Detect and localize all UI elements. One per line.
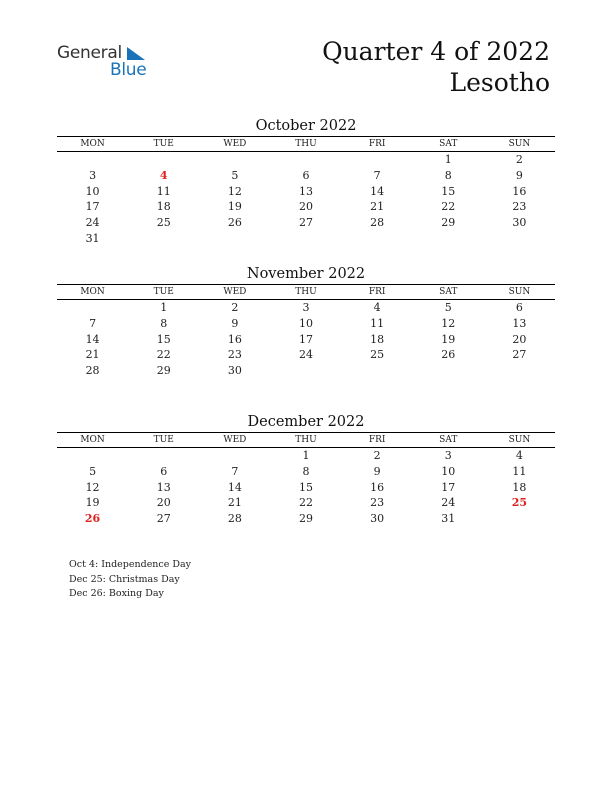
day-cell: 26 — [227, 216, 242, 230]
day-cell: 15 — [156, 332, 171, 346]
day-cell: 28 — [227, 512, 242, 526]
day-cell: 17 — [85, 200, 100, 214]
weekday-thu: THU — [295, 435, 317, 445]
week-row — [57, 347, 555, 363]
day-cell — [57, 300, 128, 316]
day-cell: 12 — [227, 184, 242, 198]
weekday-wed: WED — [223, 435, 247, 445]
day-cell: 3 — [302, 301, 310, 314]
day-cell — [413, 363, 484, 379]
day-cell: 13 — [512, 316, 527, 330]
day-cell: 2 — [515, 153, 523, 166]
week-row — [57, 464, 555, 480]
weekday-fri: FRI — [368, 139, 386, 149]
day-cell — [270, 231, 341, 247]
day-cell — [484, 511, 555, 527]
day-cell: 2 — [373, 449, 381, 462]
day-cell: 6 — [515, 301, 523, 314]
day-cell: 30 — [370, 512, 385, 526]
day-cell: 18 — [370, 332, 385, 346]
holiday-note: Oct 4: Independence Day — [69, 559, 192, 570]
weekday-sat: SAT — [439, 435, 458, 445]
day-cell: 18 — [512, 480, 527, 494]
weekday-thu: THU — [295, 287, 317, 297]
weekday-mon: MON — [80, 139, 105, 149]
week-row — [57, 184, 555, 200]
month-title: November 2022 — [246, 266, 366, 282]
week-row — [57, 300, 555, 316]
day-cell: 23 — [227, 348, 242, 362]
day-cell — [342, 231, 413, 247]
day-cell: 7 — [231, 464, 239, 478]
day-cell: 6 — [160, 464, 168, 478]
day-cell: 9 — [231, 316, 239, 330]
weekday-thu: THU — [295, 139, 317, 149]
week-row — [57, 231, 555, 247]
day-cell: 19 — [85, 496, 100, 510]
day-cell: 25 — [370, 348, 385, 362]
day-cell: 27 — [512, 348, 527, 362]
month-october — [57, 116, 555, 247]
day-cell: 29 — [156, 364, 171, 378]
weekday-fri: FRI — [368, 287, 386, 297]
weekday-mon: MON — [80, 287, 105, 297]
week-row — [57, 480, 555, 496]
day-cell: 16 — [227, 332, 242, 346]
day-cell — [342, 152, 413, 168]
day-cell: 31 — [85, 231, 100, 245]
logo-text-blue: Blue — [110, 60, 147, 80]
weekday-tue: TUE — [153, 139, 174, 149]
day-cell: 4 — [515, 449, 523, 462]
day-cell: 8 — [444, 168, 452, 182]
month-title: October 2022 — [255, 118, 357, 134]
week-row — [57, 363, 555, 379]
week-row — [57, 332, 555, 348]
day-cell: 21 — [370, 200, 385, 214]
day-cell — [484, 363, 555, 379]
day-cell: 9 — [373, 464, 381, 478]
day-cell: 8 — [160, 316, 168, 330]
day-cell — [199, 152, 270, 168]
day-cell: 15 — [298, 480, 313, 494]
holiday-day-cell: 25 — [511, 496, 528, 510]
generalblue-logo — [57, 43, 157, 83]
day-cell: 5 — [231, 168, 239, 182]
day-cell: 30 — [512, 216, 527, 230]
weekday-sat: SAT — [439, 139, 458, 149]
day-cell: 7 — [373, 168, 381, 182]
holiday-note: Dec 26: Boxing Day — [69, 588, 164, 599]
day-cell: 22 — [156, 348, 171, 362]
day-cell: 16 — [370, 480, 385, 494]
weekday-sun: SUN — [508, 435, 531, 445]
day-cell: 26 — [441, 348, 456, 362]
day-cell: 22 — [441, 200, 456, 214]
day-cell: 16 — [512, 184, 527, 198]
day-cell: 11 — [512, 464, 527, 478]
day-cell — [199, 448, 270, 464]
day-cell: 29 — [441, 216, 456, 230]
week-row — [57, 511, 555, 527]
week-row — [57, 215, 555, 231]
weekday-sat: SAT — [439, 287, 458, 297]
day-cell: 1 — [444, 153, 452, 166]
day-cell — [413, 231, 484, 247]
logo-text-general: General — [57, 43, 122, 63]
day-cell — [484, 231, 555, 247]
day-cell — [128, 231, 199, 247]
holiday-day-cell: 26 — [84, 512, 101, 526]
day-cell: 23 — [512, 200, 527, 214]
page-title — [322, 36, 550, 98]
day-cell: 11 — [370, 316, 385, 330]
week-row — [57, 168, 555, 184]
weekday-tue: TUE — [153, 287, 174, 297]
day-cell: 25 — [156, 216, 171, 230]
day-cell: 18 — [156, 200, 171, 214]
day-cell: 20 — [512, 332, 527, 346]
day-cell: 31 — [441, 512, 456, 526]
day-cell: 12 — [441, 316, 456, 330]
weekday-tue: TUE — [153, 435, 174, 445]
day-cell — [57, 448, 128, 464]
holiday-note: Dec 25: Christmas Day — [69, 573, 180, 585]
title-country: Lesotho — [449, 68, 550, 97]
weekday-header — [57, 432, 555, 448]
day-cell: 5 — [444, 301, 452, 314]
day-cell — [342, 363, 413, 379]
day-cell: 19 — [227, 200, 242, 214]
day-cell: 24 — [441, 496, 456, 510]
title-quarter: Quarter 4 of 2022 — [322, 37, 550, 66]
day-cell: 27 — [298, 216, 313, 230]
week-row — [57, 152, 555, 168]
day-cell: 28 — [85, 364, 100, 378]
day-cell — [199, 231, 270, 247]
day-cell: 13 — [156, 480, 171, 494]
day-cell: 3 — [89, 168, 97, 182]
day-cell — [57, 152, 128, 168]
day-cell: 7 — [89, 316, 97, 330]
weekday-sun: SUN — [508, 287, 531, 297]
week-row — [57, 495, 555, 511]
day-cell: 12 — [85, 480, 100, 494]
weekday-wed: WED — [223, 139, 247, 149]
day-cell — [128, 152, 199, 168]
month-november — [57, 264, 555, 379]
day-cell: 19 — [441, 332, 456, 346]
day-cell: 30 — [227, 364, 242, 378]
day-cell: 1 — [160, 301, 168, 314]
month-title: December 2022 — [247, 414, 365, 430]
weekday-wed: WED — [223, 287, 247, 297]
day-cell: 11 — [156, 184, 171, 198]
day-cell: 23 — [370, 496, 385, 510]
day-cell: 3 — [444, 449, 452, 462]
week-row — [57, 316, 555, 332]
holiday-day-cell: 4 — [159, 168, 168, 182]
day-cell: 1 — [302, 449, 310, 462]
day-cell: 5 — [89, 464, 97, 478]
day-cell: 13 — [298, 184, 313, 198]
day-cell: 4 — [373, 301, 381, 314]
day-cell: 24 — [85, 216, 100, 230]
day-cell: 29 — [298, 512, 313, 526]
day-cell: 10 — [298, 316, 313, 330]
day-cell: 15 — [441, 184, 456, 198]
day-cell: 20 — [156, 496, 171, 510]
day-cell: 9 — [515, 168, 523, 182]
day-cell: 24 — [298, 348, 313, 362]
week-row — [57, 448, 555, 464]
day-cell: 17 — [298, 332, 313, 346]
day-cell: 14 — [85, 332, 100, 346]
day-cell: 8 — [302, 464, 310, 478]
day-cell: 14 — [370, 184, 385, 198]
weekday-header — [57, 136, 555, 152]
day-cell: 22 — [298, 496, 313, 510]
day-cell: 10 — [85, 184, 100, 198]
day-cell: 21 — [227, 496, 242, 510]
logo-flag-icon — [125, 47, 145, 60]
weekday-mon: MON — [80, 435, 105, 445]
weekday-fri: FRI — [368, 435, 386, 445]
day-cell — [270, 152, 341, 168]
day-cell: 20 — [298, 200, 313, 214]
day-cell: 17 — [441, 480, 456, 494]
holiday-notes — [69, 558, 191, 602]
weekday-header — [57, 284, 555, 300]
day-cell: 21 — [85, 348, 100, 362]
day-cell: 14 — [227, 480, 242, 494]
week-row — [57, 199, 555, 215]
day-cell — [270, 363, 341, 379]
day-cell: 6 — [302, 168, 310, 182]
day-cell: 10 — [441, 464, 456, 478]
day-cell: 27 — [156, 512, 171, 526]
day-cell: 28 — [370, 216, 385, 230]
day-cell — [128, 448, 199, 464]
month-december — [57, 412, 555, 527]
day-cell: 2 — [231, 301, 239, 314]
weekday-sun: SUN — [508, 139, 531, 149]
